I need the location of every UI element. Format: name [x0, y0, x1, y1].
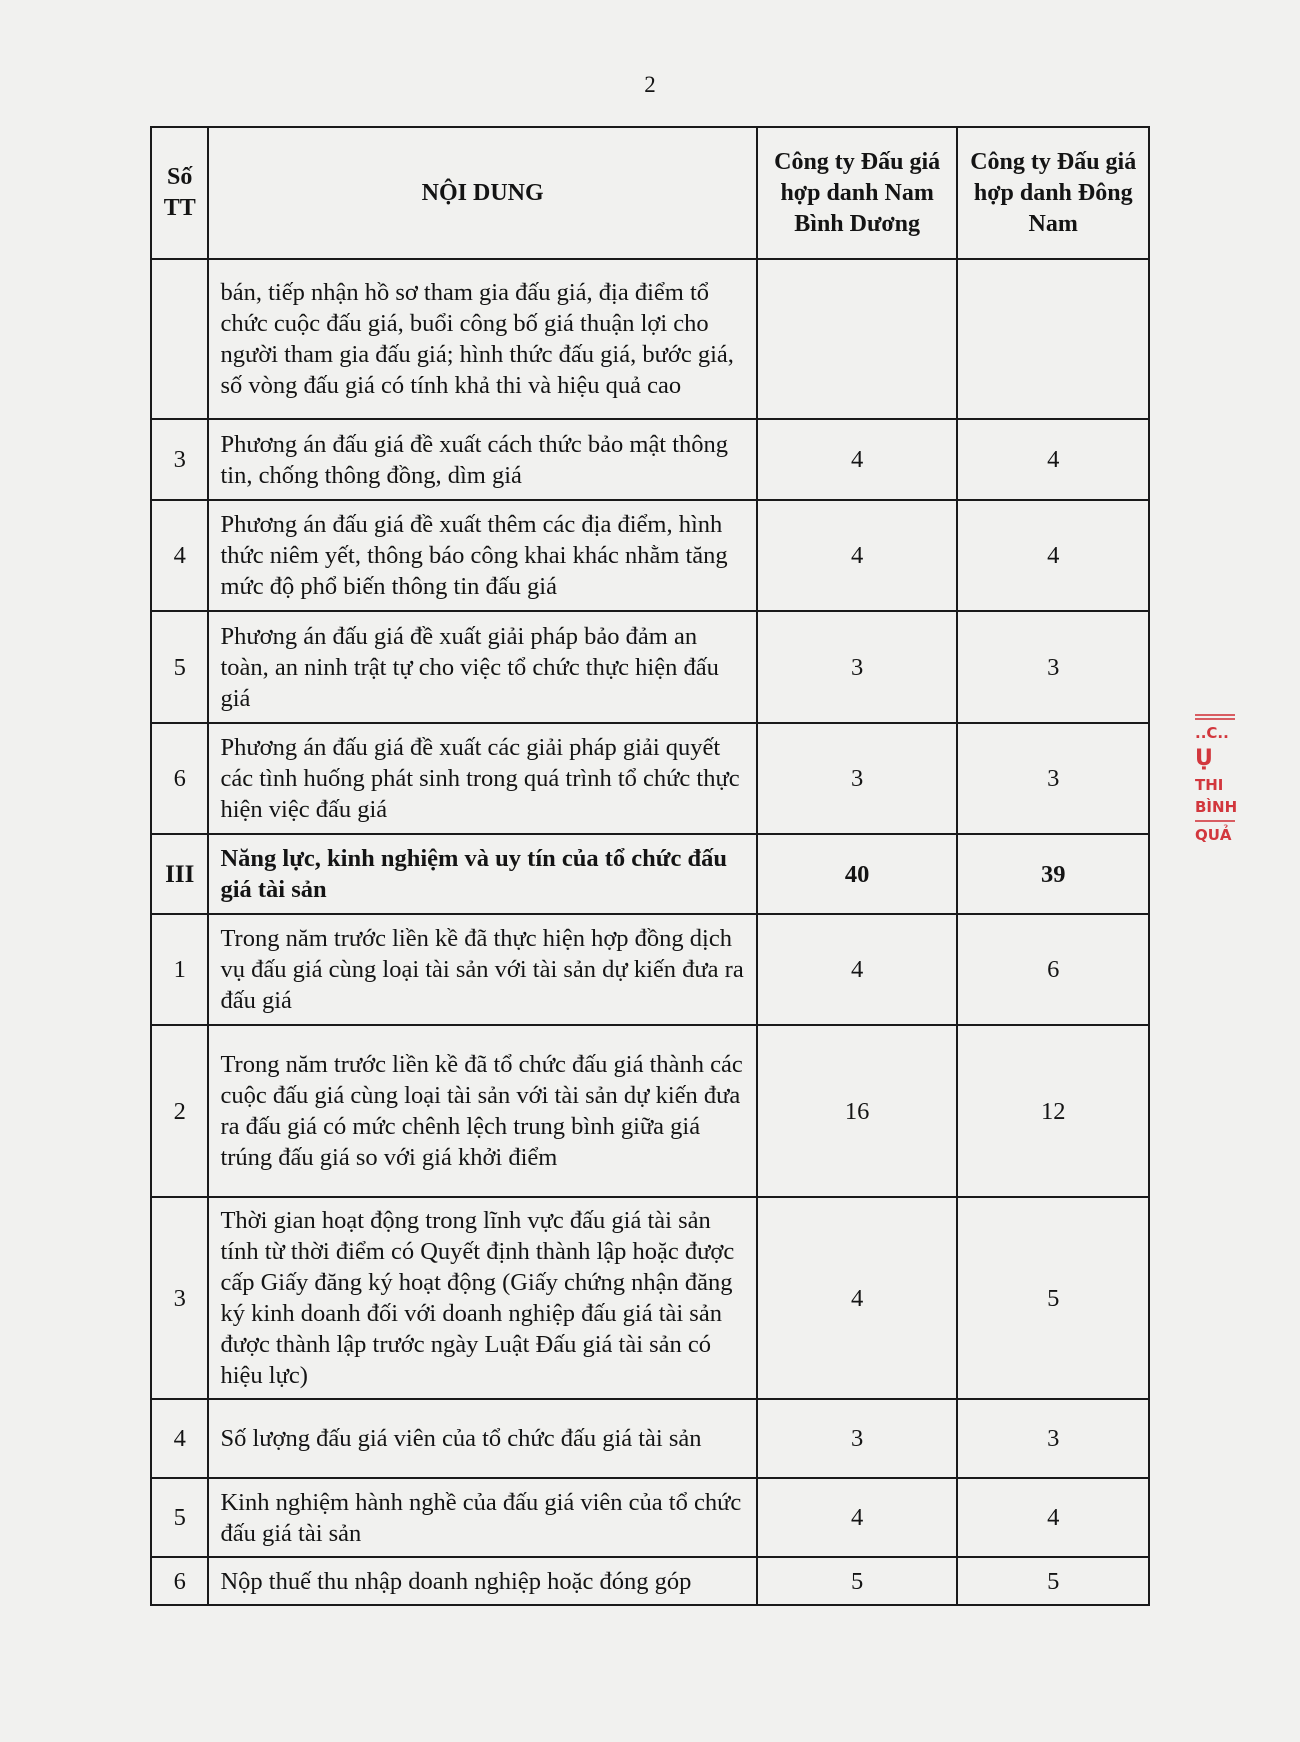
row-score-a: 3 [757, 611, 958, 723]
table-row [151, 914, 1149, 1025]
stamp-text: THI [1195, 776, 1224, 794]
row-stt: 4 [151, 1399, 208, 1478]
row-score-a: 4 [757, 1478, 958, 1557]
section-row [151, 834, 1149, 914]
header-stt: Số TT [151, 127, 208, 259]
stamp-text: BÌNH [1195, 798, 1238, 816]
section-score-a: 40 [757, 834, 958, 914]
page-number: 2 [644, 72, 656, 97]
header-content: NỘI DUNG [208, 127, 756, 259]
row-score-b: 4 [957, 500, 1149, 611]
row-stt: 2 [151, 1025, 208, 1197]
row-content: Số lượng đấu giá viên của tổ chức đấu giá tài sản [208, 1399, 756, 1478]
row-score-b: 5 [957, 1557, 1149, 1605]
row-stt: 3 [151, 419, 208, 500]
row-content: Thời gian hoạt động trong lĩnh vực đấu giá tài sản tính từ thời điểm có Quyết định thành lập hoặc được cấp Giấy đăng ký hoạt động (Giấy chứng nhận đăng ký kinh doanh đối với doanh nghiệp đấu giá tài sản được thành lập trước ngày Luật Đấu giá tài sản có hiệu lực) [208, 1197, 756, 1399]
table-row [151, 1025, 1149, 1197]
table-row [151, 419, 1149, 500]
row-stt: 3 [151, 1197, 208, 1399]
table-row [151, 500, 1149, 611]
row-score-a: 4 [757, 419, 958, 500]
row-stt [151, 259, 208, 419]
table-row [151, 259, 1149, 419]
stamp-text: Ụ [1195, 746, 1213, 771]
score-table [150, 126, 1150, 1606]
row-stt: 5 [151, 611, 208, 723]
row-stt: 5 [151, 1478, 208, 1557]
row-score-b: 4 [957, 1478, 1149, 1557]
row-score-b: 3 [957, 723, 1149, 834]
stamp-text: QUẢ [1195, 826, 1232, 844]
row-content: Kinh nghiệm hành nghề của đấu giá viên của tổ chức đấu giá tài sản [208, 1478, 756, 1557]
table-header-row [151, 127, 1149, 259]
row-score-a: 3 [757, 723, 958, 834]
row-score-b: 12 [957, 1025, 1149, 1197]
row-score-b: 3 [957, 1399, 1149, 1478]
row-content: Nộp thuế thu nhập doanh nghiệp hoặc đóng góp [208, 1557, 756, 1605]
row-content: Phương án đấu giá đề xuất thêm các địa điểm, hình thức niêm yết, thông báo công khai khác nhằm tăng mức độ phổ biến thông tin đấu giá [208, 500, 756, 611]
row-content: Phương án đấu giá đề xuất cách thức bảo mật thông tin, chống thông đồng, dìm giá [208, 419, 756, 500]
header-company-b: Công ty Đấu giá hợp danh Đông Nam [957, 127, 1149, 259]
table-row [151, 1557, 1149, 1605]
row-stt: 1 [151, 914, 208, 1025]
row-score-b: 5 [957, 1197, 1149, 1399]
row-score-a: 3 [757, 1399, 958, 1478]
row-score-a [757, 259, 958, 419]
row-content: Trong năm trước liền kề đã thực hiện hợp đồng dịch vụ đấu giá cùng loại tài sản với tài sản dự kiến đưa ra đấu giá [208, 914, 756, 1025]
row-score-b: 3 [957, 611, 1149, 723]
row-score-a: 4 [757, 914, 958, 1025]
section-stt: III [151, 834, 208, 914]
stamp-text: ..C.. [1195, 724, 1229, 742]
row-content: Phương án đấu giá đề xuất các giải pháp giải quyết các tình huống phát sinh trong quá trình tổ chức thực hiện việc đấu giá [208, 723, 756, 834]
row-score-a: 4 [757, 500, 958, 611]
row-content: Trong năm trước liền kề đã tổ chức đấu giá thành các cuộc đấu giá cùng loại tài sản với tài sản dự kiến đưa ra đấu giá có mức chênh lệch trung bình giữa giá trúng đấu giá so với giá khởi điểm [208, 1025, 756, 1197]
section-score-b: 39 [957, 834, 1149, 914]
header-company-a: Công ty Đấu giá hợp danh Nam Bình Dương [757, 127, 958, 259]
row-content: bán, tiếp nhận hồ sơ tham gia đấu giá, địa điểm tổ chức cuộc đấu giá, buổi công bố giá thuận lợi cho người tham gia đấu giá; hình thức đấu giá, bước giá, số vòng đấu giá có tính khả thi và hiệu quả cao [208, 259, 756, 419]
table-row [151, 611, 1149, 723]
section-content: Năng lực, kinh nghiệm và uy tín của tổ chức đấu giá tài sản [208, 834, 756, 914]
table-row [151, 1197, 1149, 1399]
table-row [151, 723, 1149, 834]
table-row [151, 1399, 1149, 1478]
row-score-a: 16 [757, 1025, 958, 1197]
row-score-a: 5 [757, 1557, 958, 1605]
row-score-b [957, 259, 1149, 419]
red-seal-stamp [1195, 712, 1238, 922]
row-stt: 6 [151, 1557, 208, 1605]
row-score-b: 6 [957, 914, 1149, 1025]
table-row [151, 1478, 1149, 1557]
row-stt: 6 [151, 723, 208, 834]
row-score-a: 4 [757, 1197, 958, 1399]
row-stt: 4 [151, 500, 208, 611]
row-score-b: 4 [957, 419, 1149, 500]
row-content: Phương án đấu giá đề xuất giải pháp bảo đảm an toàn, an ninh trật tự cho việc tổ chức thực hiện đấu giá [208, 611, 756, 723]
